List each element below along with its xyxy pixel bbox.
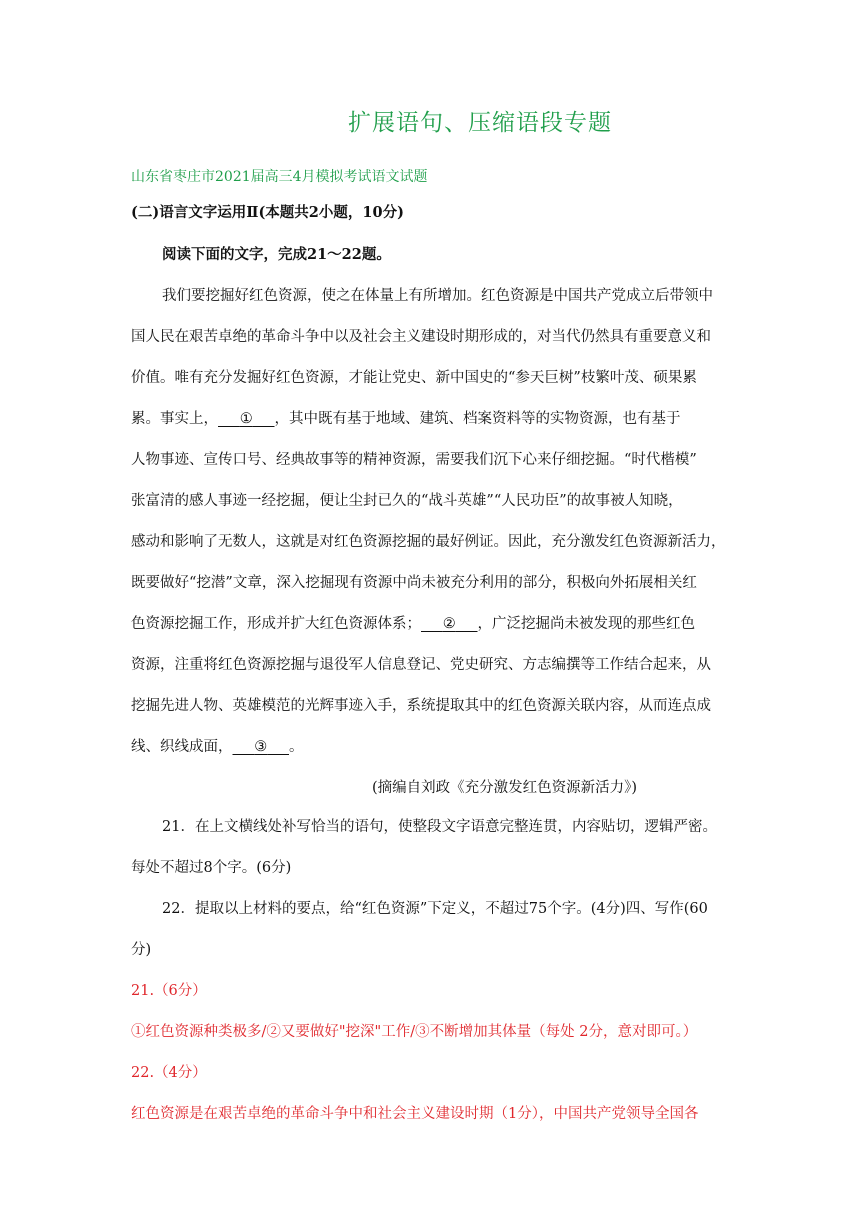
passage-line-head: 线、织线成面， <box>131 739 233 755</box>
passage-line-tail: 。 <box>289 739 304 755</box>
answer-21-heading: 21.（6分） <box>131 983 207 999</box>
passage-line: 既要做好“挖潜”文章，深入挖掘现有资源中尚未被充分利用的部分，积极向外拓展相关红 <box>131 575 697 591</box>
passage-line: 挖掘先进人物、英雄模范的光辉事迹入手，系统提取其中的红色资源关联内容，从而连点成 <box>131 698 711 714</box>
passage-line: 资源，注重将红色资源挖掘与退役军人信息登记、党史研究、方志编撰等工作结合起来，从 <box>131 657 711 673</box>
passage-line-head: 累。事实上， <box>131 411 218 427</box>
question-21-cont: 每处不超过8个字。(6分) <box>131 860 292 876</box>
passage-line: 人物事迹、宣传口号、经典故事等的精神资源，需要我们沉下心来仔细挖掘。“时代楷模” <box>131 452 697 468</box>
exam-source: 山东省枣庄市2021届高三4月模拟考试语文试题 <box>131 169 428 185</box>
blank-3-label: ③ <box>254 739 268 755</box>
passage-line: 感动和影响了无数人，这就是对红色资源挖掘的最好例证。因此，充分激发红色资源新活力， <box>131 534 726 550</box>
passage-line <box>131 409 736 429</box>
question-21: 21．在上文横线处补写恰当的语句，使整段文字语意完整连贯，内容贴切，逻辑严密。 <box>162 819 717 835</box>
section-heading: (二)语言文字运用Ⅱ(本题共2小题，10分) <box>131 204 404 221</box>
answer-22-heading: 22.（4分） <box>131 1065 207 1081</box>
passage-line: 国人民在艰苦卓绝的革命斗争中以及社会主义建设时期形成的，对当代仍然具有重要意义和 <box>131 329 711 345</box>
passage-line: 张富清的感人事迹一经挖掘，便让尘封已久的“战斗英雄”“人民功臣”的故事被人知晓， <box>131 493 683 509</box>
answer-21-body: ①红色资源种类极多/②又要做好"挖深"工作/③不断增加其体量（每处 2分，意对即可。） <box>131 1024 698 1040</box>
question-22: 22．提取以上材料的要点，给“红色资源”下定义，不超过75个字。(4分)四、写作(60 <box>162 901 708 917</box>
question-22-cont: 分) <box>131 942 152 958</box>
blank-1 <box>218 409 275 429</box>
blank-2-label: ② <box>442 616 456 632</box>
instruction: 阅读下面的文字，完成21～22题。 <box>162 246 391 263</box>
passage-line-head: 色资源挖掘工作，形成并扩大红色资源体系； <box>131 616 421 632</box>
answer-22-body: 红色资源是在艰苦卓绝的革命斗争中和社会主义建设时期（1分），中国共产党领导全国各 <box>131 1106 699 1122</box>
passage-line: 价值。唯有充分发掘好红色资源，才能让党史、新中国史的“参天巨树”枝繁叶茂、硕果累 <box>131 370 697 386</box>
document-title: 扩展语句、压缩语段专题 <box>348 110 612 136</box>
blank-1-label: ① <box>239 411 253 427</box>
passage-line <box>131 614 736 634</box>
blank-2 <box>421 614 478 634</box>
citation: (摘编自刘政《充分激发红色资源新活力》) <box>372 780 638 796</box>
passage-line-tail: ，其中既有基于地域、建筑、档案资料等的实物资源，也有基于 <box>274 411 681 427</box>
passage-line <box>131 737 736 757</box>
blank-3 <box>233 737 290 757</box>
passage-line-tail: ，广泛挖掘尚未被发现的那些红色 <box>477 616 695 632</box>
passage-line: 我们要挖掘好红色资源，使之在体量上有所增加。红色资源是中国共产党成立后带领中 <box>162 288 713 304</box>
